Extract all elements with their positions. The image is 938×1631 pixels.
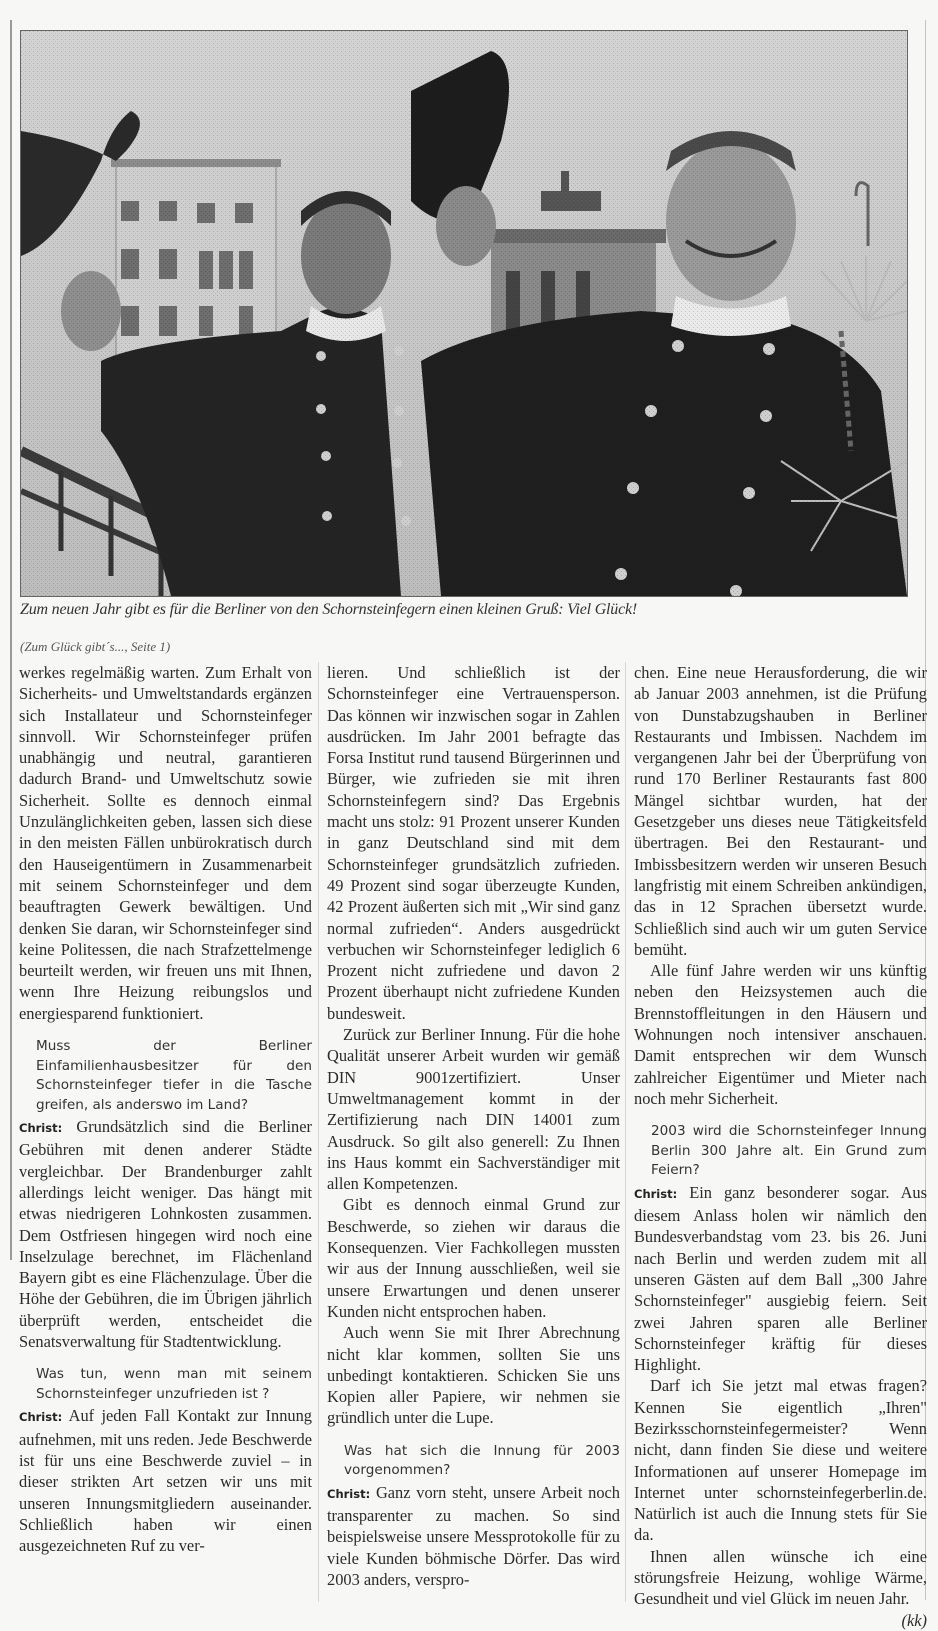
paragraph-text: Gibt es dennoch einmal Grund zur Beschwerde, so ziehen wir daraus die Konsequenzen. Vier Fachkollegen mussten wir aus der Innung ausschließen, weil sie unsere Erwartungen und denen unserer Kunden nicht entsprochen haben. — [327, 1195, 620, 1321]
interview-question: Was tun, wenn man mit seinem Schornsteinfeger unzufrieden ist ? — [36, 1366, 312, 1402]
body-paragraph — [634, 960, 927, 1109]
paragraph-text: lieren. Und schließlich ist der Schornsteinfeger eine Vertrauensperson. Das können wir inzwischen sogar in Zahlen ausdrücken. Im Jahr 2001 befragte das Forsa Institut rund tausend Bürgerinnen und Bürger, wie zufrieden sie mit ihren Schornsteinfegern sind? Das Ergebnis macht uns stolz: 91 Prozent unserer Kunden in ganz Deutschland sind mit dem Schornsteinfeger grundsätzlich zufrieden. 49 Prozent sind sogar überzeugte Kunden, 42 Prozent äußerten sich mit „Wir sind ganz normal zufrieden“. Anders ausgedrückt verbuchen wir Schornsteinfeger lediglich 6 Prozent nicht zufriedene und davon 2 Prozent überhaupt nicht zufriedene Kunden bundesweit. — [327, 663, 620, 1023]
body-paragraph — [327, 662, 620, 1024]
continuation-reference: (Zum Glück gibt´s..., Seite 1) — [20, 639, 171, 654]
author-initials: (kk) — [901, 1610, 927, 1630]
interview-answer — [19, 1116, 312, 1352]
article-column-2 — [327, 662, 620, 1590]
paragraph-text: Zurück zur Berliner Innung. Für die hohe Qualität unserer Arbeit wurden wir gemäß DIN 9001zertifiziert. Unser Umweltmanagement kommt in der Zertifizierung nach DIN 14001 zum Ausdruck. So gilt also generell: Zu Ihnen ins Haus kommt ein Sachverständiger mit allen Kompetenzen. — [327, 1025, 620, 1194]
paragraph-text: Alle fünf Jahre werden wir uns künftig neben den Heizsystemen auch die Brennstoffleitungen in den Häusern und Wohnungen noch intensiver anschauen. Damit entsprechen wir dem Wunsch zahlreicher Eigentümer und Mieter nach noch mehr Sicherheit. — [634, 961, 927, 1108]
answer-text: Ganz vorn steht, unsere Arbeit noch transparenter zu machen. So sind beispielsweise unsere Messprotokolle für zu viele Kunden böhmische Dörfer. Das wird 2003 anders, verspro- — [327, 1482, 620, 1589]
speaker-label: Christ: — [19, 1410, 63, 1425]
interview-answer — [19, 1405, 312, 1556]
interview-question: Was hat sich die Innung für 2003 vorgenommen? — [344, 1442, 620, 1479]
interview-answer — [327, 1482, 620, 1590]
interview-question: Muss der Berliner Einfamilienhausbesitzer für den Schornsteinfeger tiefer in die Tasche greifen, als anderswo im Land? — [36, 1038, 312, 1113]
answer-text: Auf jeden Fall Kontakt zur Innung aufnehmen, mit uns reden. Jede Beschwerde ist für uns eine Beschwerde zuviel – in dieser strikten Art setzen wir uns mit unseren Innungsmitgliedern auseinander. Schließlich haben wir einen ausgezeichneten Ruf zu ver- — [19, 1406, 312, 1556]
paragraph-text: Ihnen allen wünsche ich eine störungsfreie Heizung, wohlige Wärme, Gesundheit und viel Glück im neuen Jahr. — [634, 1546, 927, 1609]
body-paragraph — [327, 1322, 620, 1428]
speaker-label: Christ: — [19, 1121, 63, 1136]
body-paragraph — [327, 1194, 620, 1322]
article-column-3 — [634, 662, 927, 1631]
photo-caption: Zum neuen Jahr gibt es für die Berliner von den Schornsteinfegern einen kleinen Gruß: Viel Glück! — [20, 601, 638, 618]
speaker-label: Christ: — [634, 1186, 678, 1201]
body-paragraph — [634, 662, 927, 960]
paragraph-text: Darf ich Sie jetzt mal etwas fragen? Kennen Sie eigentlich „Ihren" Bezirksschornsteinfegermeister? Wenn nicht, dann finden Sie diese und weitere Informationen auf unserer Homepage im Internet unter schornsteinfegerberlin.de. Natürlich ist auch die Innung stets für Sie da. — [634, 1376, 927, 1545]
column-divider — [318, 662, 319, 1602]
article-photo — [20, 30, 908, 597]
article-column-1 — [19, 662, 312, 1556]
body-paragraph — [634, 1375, 927, 1545]
body-paragraph — [19, 662, 312, 1024]
paragraph-text: chen. Eine neue Herausforderung, die wir ab Januar 2003 annehmen, ist die Prüfung von Dunstabzugshauben in Berliner Restaurants und Imbissen. Nachdem im vergangenen Jahr bei der Überprüfung von rund 170 Berliner Restaurants fast 800 Mängel sichtbar wurden, hat der Gesetzgeber uns dieses neue Tätigkeitsfeld übertragen. Bei den Restaurant- und Imbissbesitzern werden wir unseren Besuch langfristig mit einem Schreiben ankündigen, das in 12 Sprachen übersetzt wurde. Schließlich sind auch wir um guten Service bemüht. — [634, 663, 927, 959]
speaker-label: Christ: — [327, 1486, 371, 1501]
paragraph-text: Auch wenn Sie mit Ihrer Abrechnung nicht klar kommen, sollten Sie uns unbedingt kontaktieren. Schicken Sie uns Kopien aller Papiere, wir nehmen sie gründlich unter die Lupe. — [327, 1323, 620, 1428]
answer-text: Ein ganz besonderer sogar. Aus diesem Anlass holen wir nämlich den Bundesverbandstag vom 23. bis 26. Juni nach Berlin und werden zudem mit all unseren Gästen auf dem Ball „300 Jahre Schornsteinfeger" ausgiebig feiern. Seit zwei Jahren sparen alle Berliner Schornsteinfeger kräftig für dieses Highlight. — [634, 1182, 927, 1375]
page-left-rule — [10, 20, 12, 1260]
column-divider — [625, 662, 626, 1602]
paragraph-text: werkes regelmäßig warten. Zum Erhalt von Sicherheits- und Umweltstandards ergänzen sich Installateur und Schornsteinfeger sinnvoll. Wir Schornsteinfeger prüfen unabhängig und neutral, garantieren dadurch Brand- und Umweltschutz sowie Sicherheit. Sollte es dennoch einmal Unzulänglichkeiten geben, lassen sich diese in den meisten Fällen unbürokratisch durch den Hauseigentümern in Zusammenarbeit mit seinem Schornsteinfeger und dem beauftragten Gewerk bewältigen. Und denken Sie daran, wir Schornsteinfeger sind keine Politessen, die nach Strafzettelmenge beurteilt werden, wir freuen uns mit Ihnen, wenn Ihre Heizung reibungslos und energiesparend funktioniert. — [19, 663, 312, 1023]
answer-text: Grundsätzlich sind die Berliner Gebühren mit denen anderer Städte vergleichbar. Der Brandenburger zahlt allerdings leicht weniger. Das hängt mit etwas niedrigeren Lohnkosten zusammen. Dem Ostfriesen hingegen wird noch eine Inselzulage berechnet, im Flächenland Bayern gibt es eine Flächenzulage. Über die Höhe der Gebühren, die im Übrigen jährlich überprüft werden, entscheidet die Senatsverwaltung für Stadtentwicklung. — [19, 1117, 312, 1352]
interview-answer — [634, 1182, 927, 1376]
body-paragraph — [327, 1024, 620, 1194]
interview-question: 2003 wird die Schornsteinfeger Innung Berlin 300 Jahre alt. Ein Grund zum Feiern? — [651, 1123, 927, 1179]
closing-paragraph — [634, 1546, 927, 1630]
chimney-sweeps-photo — [21, 31, 907, 596]
